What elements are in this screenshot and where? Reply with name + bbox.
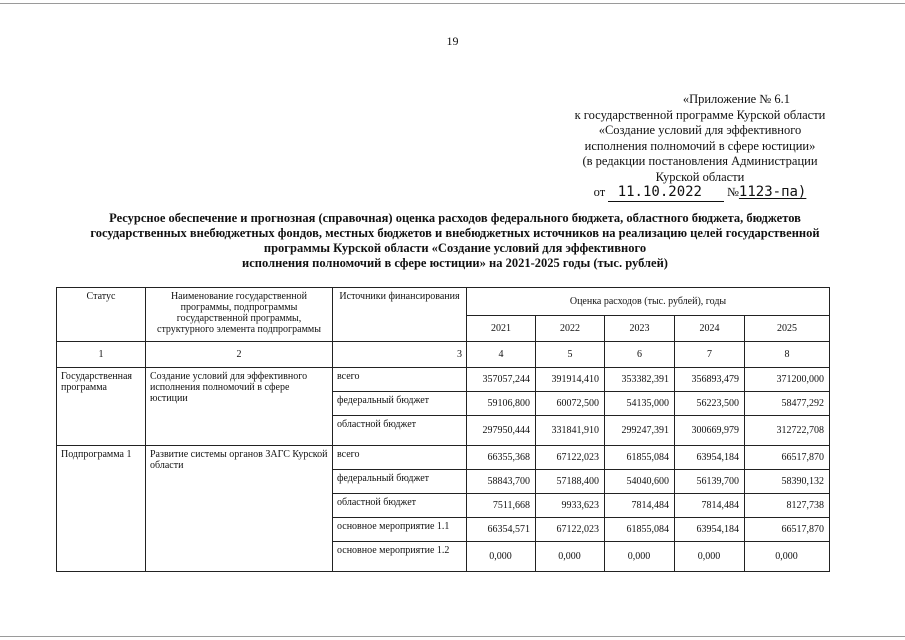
table-row — [57, 368, 830, 392]
row-value: 0,000 — [675, 542, 745, 572]
header-status: Статус — [57, 288, 146, 342]
row-value: 58843,700 — [467, 470, 536, 494]
row-value: 67122,023 — [536, 518, 605, 542]
title-line: программы Курской области «Создание условий для эффективного — [263, 241, 647, 255]
column-index-row — [57, 342, 830, 368]
row-value: 61855,084 — [605, 518, 675, 542]
top-edge-line — [0, 3, 905, 4]
row-value: 56223,500 — [675, 392, 745, 416]
row-name: Создание условий для эффективного исполнения полномочий в сфере юстиции — [146, 368, 333, 446]
row-value: 63954,184 — [675, 446, 745, 470]
row-value: 66517,870 — [745, 518, 830, 542]
row-value: 57188,400 — [536, 470, 605, 494]
row-value: 66354,571 — [467, 518, 536, 542]
row-value: 0,000 — [467, 542, 536, 572]
column-index: 7 — [675, 342, 745, 368]
header-year: 2025 — [745, 316, 830, 342]
bottom-edge-line — [0, 636, 905, 637]
page-number: 19 — [446, 34, 459, 48]
row-value: 297950,444 — [467, 416, 536, 446]
row-value: 331841,910 — [536, 416, 605, 446]
appendix-date-line — [520, 185, 880, 202]
row-name: Развитие системы органов ЗАГС Курской области — [146, 446, 333, 572]
appendix-line: «Создание условий для эффективного — [598, 123, 802, 137]
appendix-line: (в редакции постановления Администрации — [582, 154, 818, 168]
row-value: 58390,132 — [745, 470, 830, 494]
row-value: 61855,084 — [605, 446, 675, 470]
row-source: областной бюджет — [333, 494, 467, 518]
row-value: 0,000 — [536, 542, 605, 572]
row-value: 356893,479 — [675, 368, 745, 392]
row-value: 312722,708 — [745, 416, 830, 446]
title-line: государственных внебюджетных фондов, местных бюджетов и внебюджетных источников на реализацию целей государственной — [90, 226, 820, 240]
date-value: 11.10.2022 — [617, 184, 702, 200]
column-index: 5 — [536, 342, 605, 368]
appendix-line: к государственной программе Курской области — [574, 107, 826, 122]
appendix-line: Курской области — [655, 169, 745, 184]
appendix-heading: «Приложение № 6.1 — [682, 92, 790, 106]
row-value: 371200,000 — [745, 368, 830, 392]
column-index: 1 — [57, 342, 146, 368]
row-value: 7814,484 — [605, 494, 675, 518]
row-value: 59106,800 — [467, 392, 536, 416]
row-value: 8127,738 — [745, 494, 830, 518]
row-value: 357057,244 — [467, 368, 536, 392]
number-value: 1123-па) — [738, 184, 807, 200]
row-status: Подпрограмма 1 — [57, 446, 146, 572]
row-source: областной бюджет — [333, 416, 467, 446]
header-estimate: Оценка расходов (тыс. рублей), годы — [467, 288, 830, 316]
header-name: Наименование государственной программы, подпрограммы государственной программы, структурного элемента подпрограммы — [146, 288, 333, 342]
row-source: всего — [333, 446, 467, 470]
row-value: 9933,623 — [536, 494, 605, 518]
row-value: 353382,391 — [605, 368, 675, 392]
row-value: 58477,292 — [745, 392, 830, 416]
column-index: 4 — [467, 342, 536, 368]
header-year: 2021 — [467, 316, 536, 342]
row-value: 299247,391 — [605, 416, 675, 446]
row-source: основное мероприятие 1.2 — [333, 542, 467, 572]
row-value: 391914,410 — [536, 368, 605, 392]
header-year: 2022 — [536, 316, 605, 342]
header-source: Источники финансирования — [333, 288, 467, 342]
column-index: 8 — [745, 342, 830, 368]
date-underline — [608, 185, 724, 202]
appendix-block — [520, 92, 880, 202]
row-source: всего — [333, 368, 467, 392]
header-year: 2023 — [605, 316, 675, 342]
table-row — [57, 446, 830, 470]
row-source: федеральный бюджет — [333, 392, 467, 416]
row-value: 60072,500 — [536, 392, 605, 416]
header-year: 2024 — [675, 316, 745, 342]
row-value: 0,000 — [605, 542, 675, 572]
number-prefix: № — [726, 185, 739, 199]
row-value: 300669,979 — [675, 416, 745, 446]
row-source: федеральный бюджет — [333, 470, 467, 494]
row-value: 66355,368 — [467, 446, 536, 470]
document-title — [40, 211, 870, 271]
column-index: 3 — [333, 342, 467, 368]
row-value: 0,000 — [745, 542, 830, 572]
date-prefix: от — [593, 185, 606, 199]
header-row — [57, 288, 830, 316]
row-value: 7511,668 — [467, 494, 536, 518]
row-value: 7814,484 — [675, 494, 745, 518]
title-line: Ресурсное обеспечение и прогнозная (справочная) оценка расходов федерального бюджета, областного бюджета, бюджетов — [109, 211, 801, 225]
title-line: исполнения полномочий в сфере юстиции» на 2021-2025 годы (тыс. рублей) — [242, 256, 668, 270]
row-status: Государственная программа — [57, 368, 146, 446]
column-index: 2 — [146, 342, 333, 368]
row-value: 67122,023 — [536, 446, 605, 470]
column-index: 6 — [605, 342, 675, 368]
resource-table — [56, 287, 830, 572]
row-value: 56139,700 — [675, 470, 745, 494]
row-source: основное мероприятие 1.1 — [333, 518, 467, 542]
row-value: 54135,000 — [605, 392, 675, 416]
row-value: 66517,870 — [745, 446, 830, 470]
row-value: 63954,184 — [675, 518, 745, 542]
appendix-line: исполнения полномочий в сфере юстиции» — [584, 138, 816, 153]
row-value: 54040,600 — [605, 470, 675, 494]
